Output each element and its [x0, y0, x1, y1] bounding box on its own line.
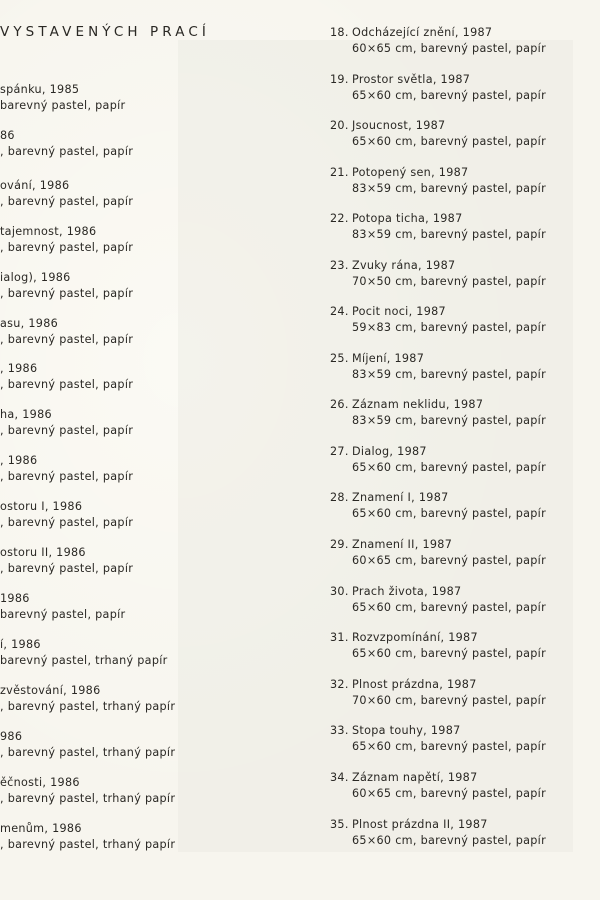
work-spec: 65×60 cm, barevný pastel, papír — [352, 647, 546, 660]
list-item — [330, 351, 546, 383]
work-title: Míjení, 1987 — [352, 352, 425, 365]
work-number: 27. — [330, 445, 349, 458]
work-spec: 60×65 cm, barevný pastel, papír — [352, 787, 546, 800]
list-item — [330, 770, 546, 802]
work-title: menům, 1986 — [0, 822, 82, 835]
work-title: 986 — [0, 730, 23, 743]
work-title: ialog), 1986 — [0, 271, 71, 284]
list-item — [0, 407, 133, 439]
work-spec: , barevný pastel, papír — [0, 241, 134, 254]
list-item — [0, 270, 133, 302]
work-spec: , barevný pastel, papír — [0, 145, 134, 158]
list-item — [330, 723, 546, 755]
work-title: 1986 — [0, 592, 30, 605]
list-item — [330, 584, 546, 616]
work-title: Znamení II, 1987 — [352, 538, 453, 551]
work-title: Prach života, 1987 — [352, 585, 462, 598]
work-title: Zvuky rána, 1987 — [352, 259, 456, 272]
work-spec: 83×59 cm, barevný pastel, papír — [352, 182, 546, 195]
list-item — [330, 211, 546, 243]
work-spec: 65×60 cm, barevný pastel, papír — [352, 601, 546, 614]
work-title: , 1986 — [0, 362, 38, 375]
work-spec: 65×60 cm, barevný pastel, papír — [352, 461, 546, 474]
list-item — [0, 316, 133, 348]
work-title: Plnost prázdna, 1987 — [352, 678, 477, 691]
work-number: 31. — [330, 631, 349, 644]
work-title: Odcházející znění, 1987 — [352, 26, 493, 39]
list-item — [330, 630, 546, 662]
work-title: Stopa touhy, 1987 — [352, 724, 461, 737]
work-spec: 65×60 cm, barevný pastel, papír — [352, 834, 546, 847]
work-spec: 83×59 cm, barevný pastel, papír — [352, 414, 546, 427]
list-item — [0, 82, 125, 114]
work-number: 33. — [330, 724, 349, 737]
work-spec: , barevný pastel, papír — [0, 378, 134, 391]
work-number: 29. — [330, 538, 349, 551]
list-item — [0, 591, 125, 623]
work-spec: , barevný pastel, trhaný papír — [0, 792, 176, 805]
list-item — [0, 128, 133, 160]
list-item — [0, 637, 168, 669]
work-number: 21. — [330, 166, 349, 179]
work-spec: 65×60 cm, barevný pastel, papír — [352, 507, 546, 520]
list-item — [330, 444, 546, 476]
work-spec: 65×60 cm, barevný pastel, papír — [352, 135, 546, 148]
work-title: ostoru I, 1986 — [0, 500, 83, 513]
work-number: 24. — [330, 305, 349, 318]
work-spec: , barevný pastel, papír — [0, 195, 134, 208]
work-title: Pocit noci, 1987 — [352, 305, 446, 318]
work-title: ostoru II, 1986 — [0, 546, 86, 559]
work-spec: 83×59 cm, barevný pastel, papír — [352, 228, 546, 241]
work-title: ěčnosti, 1986 — [0, 776, 80, 789]
work-title: 86 — [0, 129, 15, 142]
work-spec: barevný pastel, trhaný papír — [0, 654, 168, 667]
work-title: í, 1986 — [0, 638, 41, 651]
list-item — [330, 397, 546, 429]
work-spec: , barevný pastel, papír — [0, 424, 134, 437]
work-title: Záznam neklidu, 1987 — [352, 398, 484, 411]
list-item — [330, 165, 546, 197]
work-number: 18. — [330, 26, 349, 39]
work-spec: 83×59 cm, barevný pastel, papír — [352, 368, 546, 381]
work-spec: 70×60 cm, barevný pastel, papír — [352, 694, 546, 707]
work-title: ha, 1986 — [0, 408, 52, 421]
list-item — [330, 118, 546, 150]
work-spec: barevný pastel, papír — [0, 99, 126, 112]
list-item — [330, 72, 546, 104]
work-title: Dialog, 1987 — [352, 445, 427, 458]
work-spec: , barevný pastel, trhaný papír — [0, 838, 176, 851]
work-title: Jsoucnost, 1987 — [352, 119, 446, 132]
work-spec: 59×83 cm, barevný pastel, papír — [352, 321, 546, 334]
work-spec: 65×60 cm, barevný pastel, papír — [352, 740, 546, 753]
work-spec: 60×65 cm, barevný pastel, papír — [352, 554, 546, 567]
work-title: Plnost prázdna II, 1987 — [352, 818, 488, 831]
section-heading: VYSTAVENÝCH PRACÍ — [0, 24, 210, 40]
list-item — [0, 178, 133, 210]
work-number: 35. — [330, 818, 349, 831]
work-spec: , barevný pastel, papír — [0, 287, 134, 300]
list-item — [330, 258, 546, 290]
work-number: 19. — [330, 73, 349, 86]
work-number: 30. — [330, 585, 349, 598]
work-spec: , barevný pastel, trhaný papír — [0, 746, 176, 759]
work-number: 28. — [330, 491, 349, 504]
work-number: 20. — [330, 119, 349, 132]
work-number: 25. — [330, 352, 349, 365]
work-title: spánku, 1985 — [0, 83, 80, 96]
work-spec: , barevný pastel, papír — [0, 470, 134, 483]
work-number: 26. — [330, 398, 349, 411]
list-item — [330, 304, 546, 336]
list-item — [0, 729, 175, 761]
work-title: , 1986 — [0, 454, 38, 467]
list-item — [0, 453, 133, 485]
list-item — [0, 361, 133, 393]
work-number: 34. — [330, 771, 349, 784]
work-spec: , barevný pastel, papír — [0, 333, 134, 346]
work-title: Znamení I, 1987 — [352, 491, 449, 504]
list-item — [330, 677, 546, 709]
work-spec: , barevný pastel, papír — [0, 516, 134, 529]
list-item — [330, 537, 546, 569]
work-spec: barevný pastel, papír — [0, 608, 126, 621]
work-spec: 65×60 cm, barevný pastel, papír — [352, 89, 546, 102]
work-title: asu, 1986 — [0, 317, 59, 330]
work-spec: , barevný pastel, trhaný papír — [0, 700, 176, 713]
work-title: Potopa ticha, 1987 — [352, 212, 463, 225]
work-title: Prostor světla, 1987 — [352, 73, 471, 86]
work-spec: , barevný pastel, papír — [0, 562, 134, 575]
list-item — [0, 224, 133, 256]
work-spec: 60×65 cm, barevný pastel, papír — [352, 42, 546, 55]
work-title: zvěstování, 1986 — [0, 684, 101, 697]
work-title: tajemnost, 1986 — [0, 225, 97, 238]
list-item — [0, 499, 133, 531]
work-title: Záznam napětí, 1987 — [352, 771, 478, 784]
list-item — [0, 775, 175, 807]
work-title: ování, 1986 — [0, 179, 70, 192]
list-item — [330, 817, 546, 849]
work-title: Rozvzpomínání, 1987 — [352, 631, 478, 644]
list-item — [330, 25, 546, 57]
list-item — [0, 683, 175, 715]
list-item — [330, 490, 546, 522]
work-spec: 70×50 cm, barevný pastel, papír — [352, 275, 546, 288]
list-item — [0, 821, 175, 853]
work-number: 23. — [330, 259, 349, 272]
work-number: 22. — [330, 212, 349, 225]
list-item — [0, 545, 133, 577]
work-title: Potopený sen, 1987 — [352, 166, 469, 179]
work-number: 32. — [330, 678, 349, 691]
